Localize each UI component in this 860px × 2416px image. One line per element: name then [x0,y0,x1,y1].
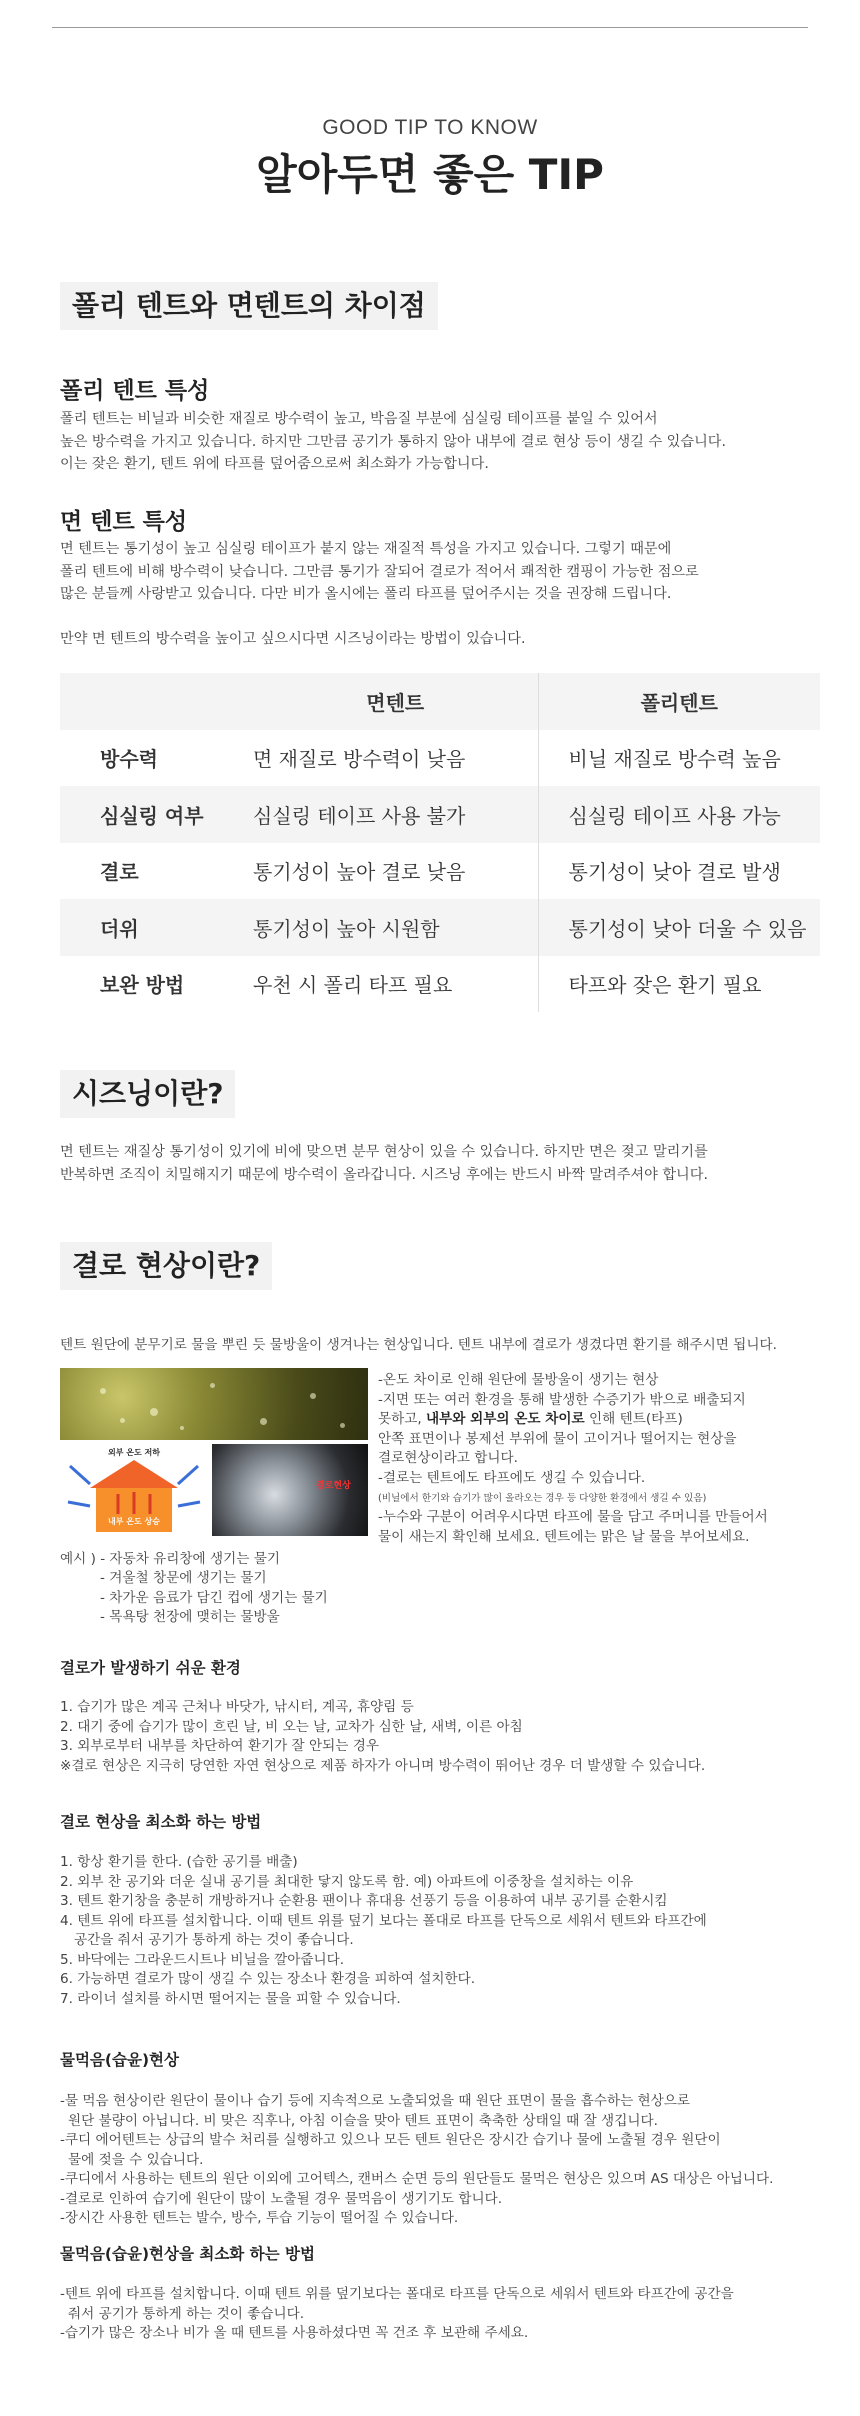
seasoning-note: 만약 면 텐트의 방수력을 높이고 싶으시다면 시즈닝이라는 방법이 있습니다. [60,631,526,647]
inside-temp-label: 내부 온도 상승 [108,1517,160,1526]
environment-list: 1. 습기가 많은 계곡 근처나 바닷가, 낚시터, 계곡, 휴양림 등 2. 대기 중에 습기가 많이 흐린 날, 비 오는 날, 교차가 심한 날, 새벽, 이른 아침 3. 외부로부터 내부를 차단하여 환기가 잘 안되는 경우 ※결로 현상은 지극히 당연한 자연 현상으로 제품 하자가 아니며 방수력이 뛰어난 경우 더 발생할 수 있습니다. [60,1699,706,1774]
row-label: 더위 [60,899,253,956]
mildew-minimize-title: 물먹음(습윤)현상을 최소화 하는 방법 [60,2245,315,2263]
poly-cell: 심실링 테이프 사용 가능 [538,786,820,843]
table-row [60,899,820,956]
cotton-cell: 통기성이 높아 결로 낮음 [253,843,538,900]
environment-title: 결로가 발생하기 쉬운 환경 [60,1659,241,1677]
cotton-tent-description: 면 텐트는 통기성이 높고 심실링 테이프가 붙지 않는 재질적 특성을 가지고 있습니다. 그렇기 때문에 폴리 텐트에 비해 방수력이 낮습니다. 그만큼 통기가 잘되어 결로가 적어서 쾌적한 캠핑이 가능한 점으로 많은 분들께 사랑받고 있습니다. 다만 비가 올시에는 폴리 타프를 덮어주시는 것을 권장해 드립니다. [60,541,699,602]
cotton-tent-title: 면 텐트 특성 [60,509,188,535]
row-label: 심실링 여부 [60,786,253,843]
table-row [60,786,820,843]
cotton-cell: 우천 시 폴리 타프 필요 [253,956,538,1013]
poly-cell: 통기성이 낮아 결로 발생 [568,860,781,885]
house-roof-icon [90,1460,178,1488]
outside-temp-label: 외부 온도 저하 [108,1448,160,1457]
section-title-condensation: 결로 현상이란? [60,1242,272,1290]
section-title-difference: 폴리 텐트와 면텐트의 차이점 [60,282,438,330]
row-label: 보완 방법 [100,973,185,998]
table-header-cotton: 면텐트 [253,673,538,730]
section-title-seasoning: 시즈닝이란? [60,1070,235,1118]
cotton-cell: 면 재질로 방수력이 낮음 [253,730,538,787]
poly-tent-title: 폴리 텐트 특성 [60,378,210,404]
table-header-row [60,673,820,730]
droplets-photo [60,1368,368,1440]
minimize-title: 결로 현상을 최소화 하는 방법 [60,1813,262,1831]
poly-cell: 비닐 재질로 방수력 높음 [568,747,781,772]
condensation-intro: 텐트 원단에 분무기로 물을 뿌린 듯 물방울이 생겨나는 현상입니다. 텐트 내부에 결로가 생겼다면 환기를 해주시면 됩니다. [60,1337,777,1353]
page-eyebrow: GOOD TIP TO KNOW [322,116,538,139]
cotton-cell: 심실링 테이프 사용 불가 [253,786,538,843]
condensation-label: 결로현상 [316,1481,351,1491]
table-row [60,843,820,900]
mildew-minimize-list: -텐트 위에 타프를 설치합니다. 이때 텐트 위를 덮기보다는 폴대로 타프를 단독으로 세워서 텐트와 타프간에 공간을 줘서 공기가 통하게 하는 것이 좋습니다. -습기가 많은 장소나 비가 올 때 텐트를 사용하셨다면 꼭 건조 후 보관해 주세요. [60,2286,734,2341]
poly-tent-description: 폴리 텐트는 비닐과 비슷한 재질로 방수력이 높고, 박음질 부분에 심실링 테이프를 붙일 수 있어서 높은 방수력을 가지고 있습니다. 하지만 그만큼 공기가 통하지 않아 내부에 결로 현상 등이 생길 수 있습니다. 이는 잦은 환기, 텐트 위에 타프를 덮어줌으로써 최소화가 가능합니다. [60,411,726,472]
cotton-cell: 통기성이 높아 시원함 [253,899,538,956]
row-label: 방수력 [100,747,158,772]
comparison-table [60,673,820,1012]
table-row [60,956,820,1013]
condensation-bullets: -온도 차이로 인해 원단에 물방울이 생기는 현상 -지면 또는 여러 환경을 통해 발생한 수증기가 밖으로 배출되지 못하고, 내부와 외부의 온도 차이로 인해 텐트(타프) 안쪽 표면이나 봉제선 부위에 물이 고이거나 떨어지는 현상을 결로현상이라고 합니다. -결로는 텐트에도 타프에도 생길 수 있습니다. (비닐에서 한기와 습기가 많이 올라오는 경우 등 다양한 환경에서 생길 수 있음) -누수와 구분이 어려우시다면 타프에 물을 담고 주머니를 만들어서 물이 새는지 확인해 보세요. 텐트에는 맑은 날 물을 부어보세요. [378,1372,768,1545]
table-header-empty [60,673,253,730]
table-header-poly: 폴리텐트 [538,673,820,730]
minimize-list: 1. 항상 환기를 한다. (습한 공기를 배출) 2. 외부 찬 공기와 더운 실내 공기를 최대한 닿지 않도록 함. 예) 아파트에 이중창을 설치하는 이유 3. 텐트 환기창을 충분히 개방하거나 순환용 팬이나 휴대용 선풍기 등을 이용하여 내부 공기를 순환시킴 4. 텐트 위에 타프를 설치합니다. 이때 텐트 위를 덮기 보다는 폴대로 타프를 단독으로 세워서 텐트와 타프간에 공간을 줘서 공기가 통하게 하는 것이 좋습니다. 5. 바닥에는 그라운드시트나 비닐을 깔아줍니다. 6. 가능하면 결로가 많이 생길 수 있는 장소나 환경을 피하여 설치한다. 7. 라이너 설치를 하시면 떨어지는 물을 피할 수 있습니다. [60,1854,707,2007]
top-divider [52,27,808,28]
row-label: 결로 [100,860,139,885]
mildew-title: 물먹음(습윤)현상 [60,2051,179,2069]
table-row [60,730,820,787]
page-title: 알아두면 좋은 TIP [256,150,604,199]
poly-cell: 통기성이 낮아 더울 수 있음 [538,899,820,956]
mildew-list: -물 먹음 현상이란 원단이 물이나 습기 등에 지속적으로 노출되었을 때 원단 표면이 물을 흡수하는 현상으로 원단 불량이 아닙니다. 비 맞은 직후나, 아침 이슬을 맞아 텐트 표면이 축축한 상태일 때 잘 생깁니다. -쿠디 에어텐트는 상급의 발수 처리를 실행하고 있으나 모든 텐트 원단은 장시간 습기나 물에 노출될 경우 원단이 물에 젖을 수 있습니다. -쿠디에서 사용하는 텐트의 원단 이외에 고어텍스, 캔버스 순면 등의 원단들도 물먹은 현상은 있으며 AS 대상은 아닙니다. -결로로 인하여 습기에 원단이 많이 노출될 경우 물먹음이 생기기도 합니다. -장시간 사용한 텐트는 발수, 방수, 투습 기능이 떨어질 수 있습니다. [60,2093,774,2226]
poly-cell: 타프와 잦은 환기 필요 [568,973,762,998]
condensation-examples: 예시 ) - 자동차 유리창에 생기는 물기 - 겨울철 창문에 생기는 물기 - 차가운 음료가 담긴 컵에 생기는 물기 - 목욕탕 천장에 맺히는 물방울 [60,1551,328,1626]
temperature-diagram [60,1444,208,1536]
seasoning-description: 면 텐트는 재질상 통기성이 있기에 비에 맞으면 분무 현상이 있을 수 있습니다. 하지만 면은 젖고 말리기를 반복하면 조직이 치밀해지기 때문에 방수력이 올라갑니다. 시즈닝 후에는 반드시 바짝 말려주셔야 합니다. [60,1144,708,1183]
